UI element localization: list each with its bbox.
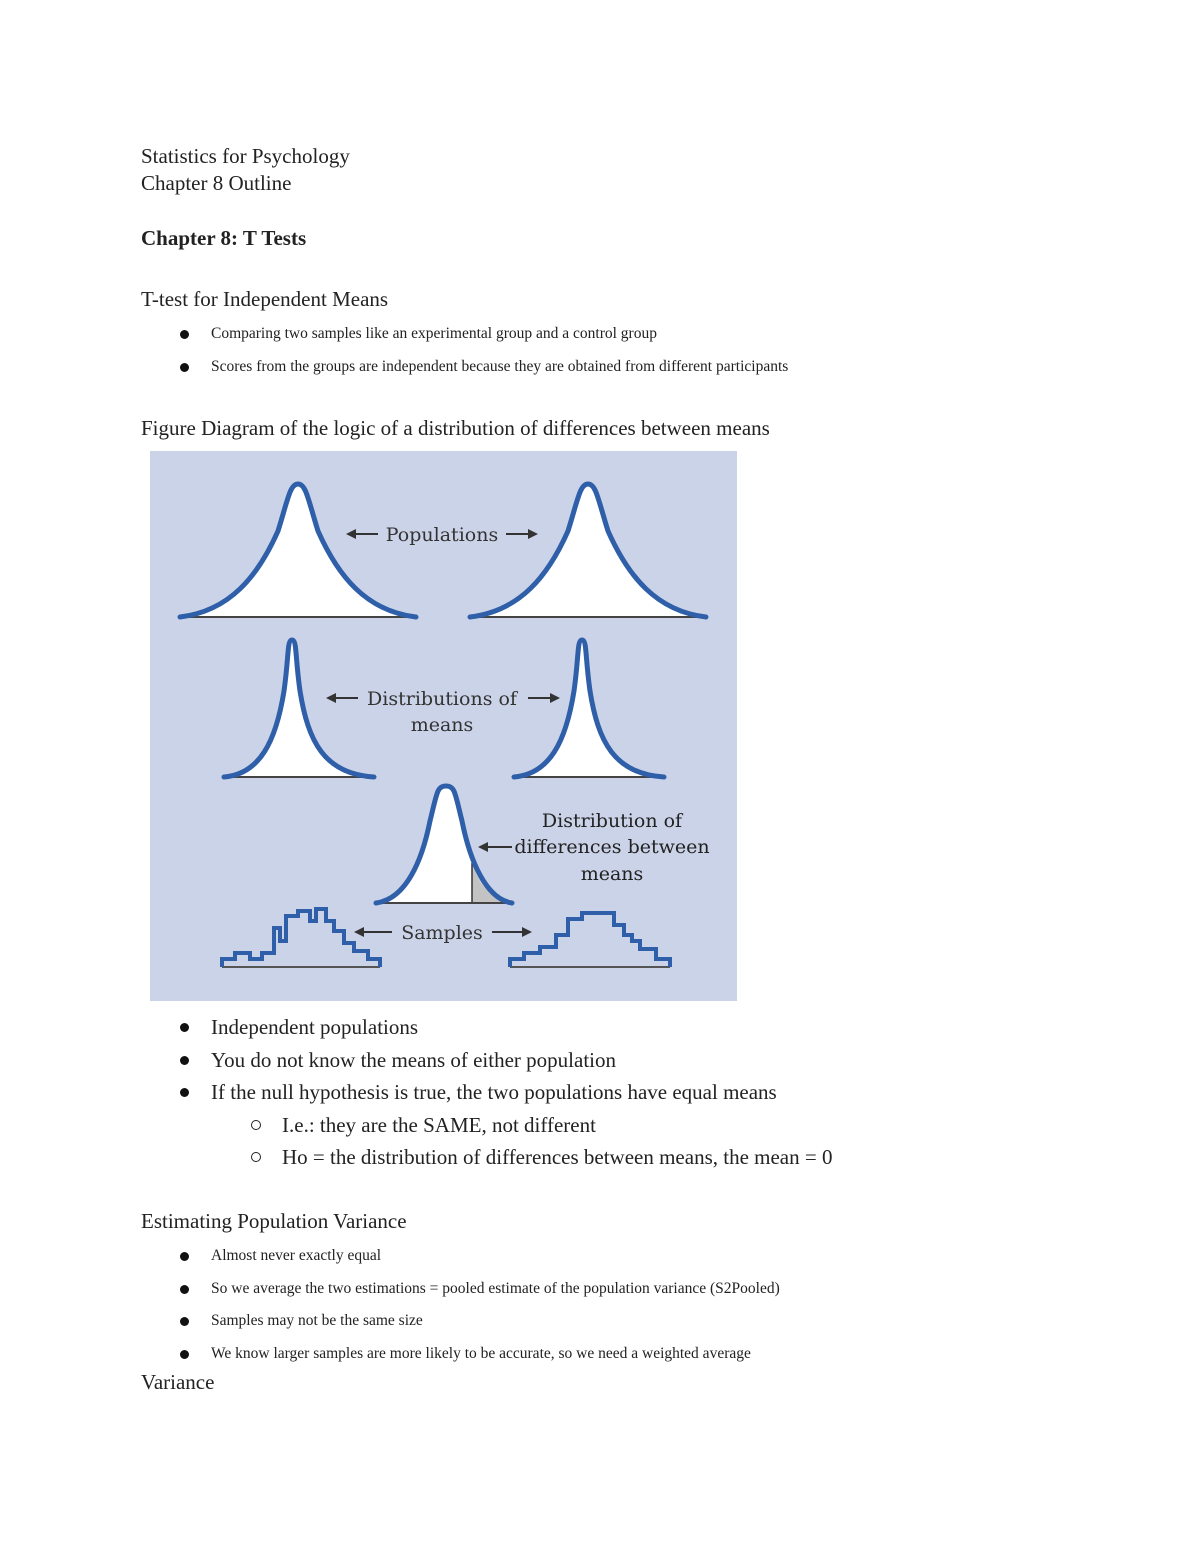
list-item: I.e.: they are the SAME, not different (282, 1109, 832, 1142)
sub-bullet-icon (251, 1120, 261, 1130)
outline-title: Chapter 8 Outline (141, 171, 292, 195)
bullet-icon (180, 1252, 189, 1261)
list-item: Samples may not be the same size (211, 1305, 780, 1338)
chapter-heading: Chapter 8: T Tests (141, 226, 307, 250)
list-item: Independent populations (211, 1011, 832, 1044)
list-item: If the null hypothesis is true, the two populations have equal means (211, 1076, 832, 1109)
list-item: Comparing two samples like an experimental group and a control group (211, 318, 788, 351)
bullet-list-variance (211, 1240, 780, 1370)
bullet-icon (180, 1317, 189, 1326)
bullet-list-independent (211, 318, 788, 383)
list-item: We know larger samples are more likely to be accurate, so we need a weighted average (211, 1338, 780, 1371)
bullet-icon (180, 1088, 189, 1097)
section-title-variance: Variance (141, 1370, 215, 1394)
populations-label: Populations (385, 524, 499, 546)
list-item: Ho = the distribution of differences between means, the mean = 0 (282, 1141, 832, 1174)
samples-label: Samples (401, 922, 483, 944)
diagram-svg (150, 451, 737, 1001)
list-item: So we average the two estimations = pooled estimate of the population variance (S2Pooled) (211, 1273, 780, 1306)
bullet-icon (180, 1023, 189, 1032)
section-title-estimating-variance: Estimating Population Variance (141, 1209, 407, 1233)
list-item: Almost never exactly equal (211, 1240, 780, 1273)
list-item: You do not know the means of either population (211, 1044, 832, 1077)
diff-label-line3: means (580, 863, 644, 885)
bullet-icon (180, 363, 189, 372)
bullet-icon (180, 1350, 189, 1359)
means-label: means (410, 714, 474, 736)
figure-caption: Figure Diagram of the logic of a distribution of differences between means (141, 416, 770, 440)
section-title-independent-means: T-test for Independent Means (141, 287, 389, 311)
course-title: Statistics for Psychology (141, 144, 350, 168)
distribution-diagram (150, 451, 737, 1001)
bullet-icon (180, 1056, 189, 1065)
bullet-icon (180, 330, 189, 339)
distributions-of-label: Distributions of (367, 688, 517, 710)
bullet-list-populations (211, 1011, 832, 1174)
diff-label-line2: differences between (514, 836, 710, 858)
diff-label-line1: Distribution of (541, 810, 683, 832)
bullet-icon (180, 1285, 189, 1294)
sub-bullet-icon (251, 1152, 261, 1162)
list-item: Scores from the groups are independent because they are obtained from different participants (211, 351, 788, 384)
